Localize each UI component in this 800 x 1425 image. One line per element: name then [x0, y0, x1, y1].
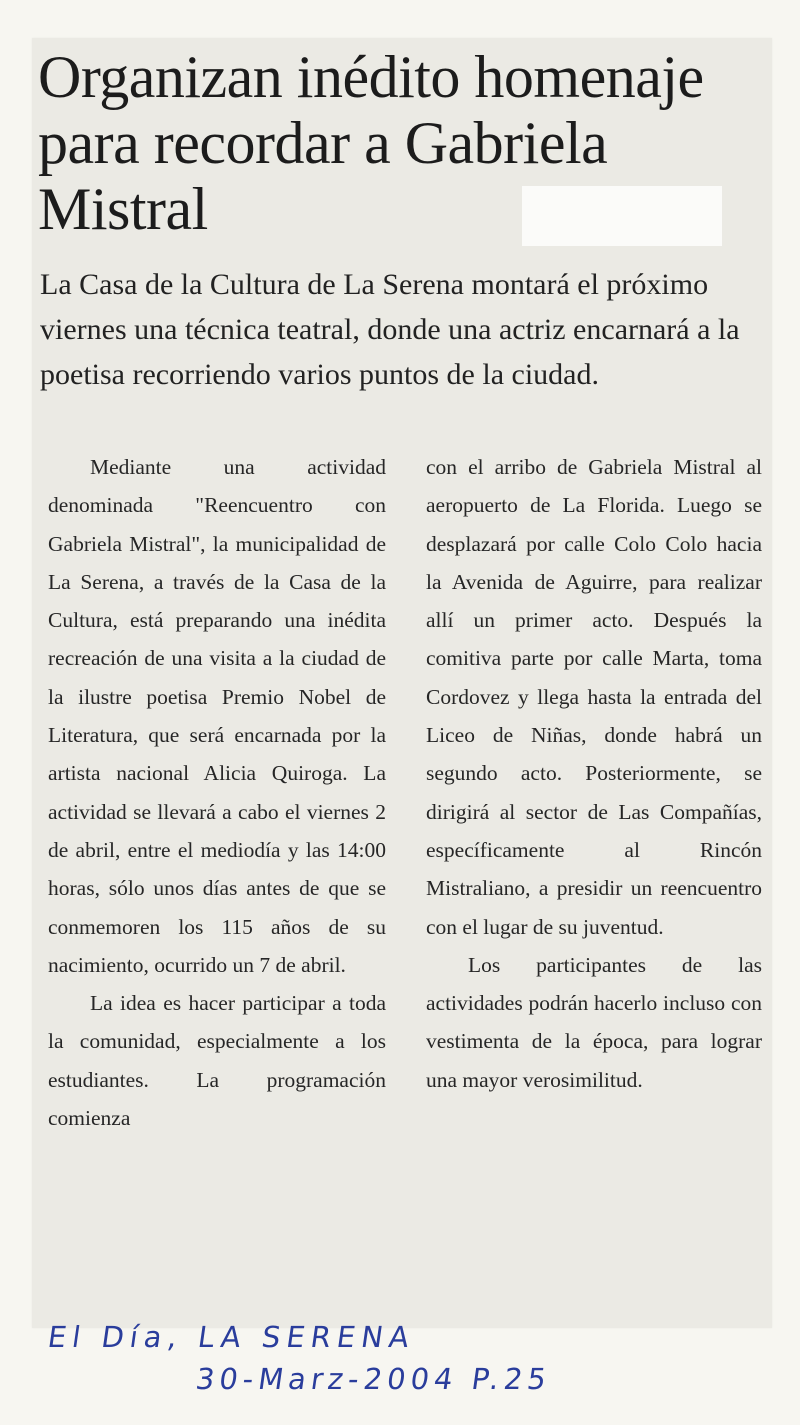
- paragraph: La idea es hacer participar a toda la comunidad, especialmente a los estudiantes. La programación comienza: [48, 991, 386, 1131]
- paragraph: con el arribo de Gabriela Mistral al aeropuerto de La Florida. Luego se desplazará por calle Colo Colo hacia la Avenida de Aguirre, para realizar allí un primer acto. Después la comitiva parte por calle Marta, toma Cordovez y llega hasta la entrada del Liceo de Niñas, donde habrá un segundo acto. Posteriormente, se dirigirá al sector de Las Compañías, específicamente al Rincón Mistraliano, a presidir un reencuentro con el lugar de su juventud.: [426, 455, 762, 939]
- headline: Organizan inédito homenaje para recordar a Gabriela Mistral: [38, 44, 704, 242]
- handwritten-date-note: 30-Marz-2004 P.25: [193, 1362, 554, 1396]
- redaction-patch: [522, 186, 722, 246]
- lede: La Casa de la Cultura de La Serena montará el próximo viernes una técnica teatral, donde una actriz encarnará a la poetisa recorriendo varios puntos de la ciudad.: [40, 268, 740, 391]
- paragraph: Los participantes de las actividades podrán hacerlo incluso con vestimenta de la época, para lograr una mayor verosimilitud.: [426, 952, 762, 1092]
- body-column-right: [426, 448, 762, 1099]
- body-column-left: [48, 448, 386, 1137]
- paragraph: Mediante una actividad denominada "Reencuentro con Gabriela Mistral", la municipalidad de La Serena, a través de la Casa de la Cultura, está preparando una inédita recreación de una visita a la ciudad de la ilustre poetisa Premio Nobel de Literatura, que será encarnada por la artista nacional Alicia Quiroga. La actividad se llevará a cabo el viernes 2 de abril, entre el mediodía y las 14:00 horas, sólo unos días antes de que se conmemoren los 115 años de su nacimiento, ocurrido un 7 de abril.: [48, 455, 386, 977]
- handwritten-source-note: El Día, LA SERENA: [45, 1320, 418, 1354]
